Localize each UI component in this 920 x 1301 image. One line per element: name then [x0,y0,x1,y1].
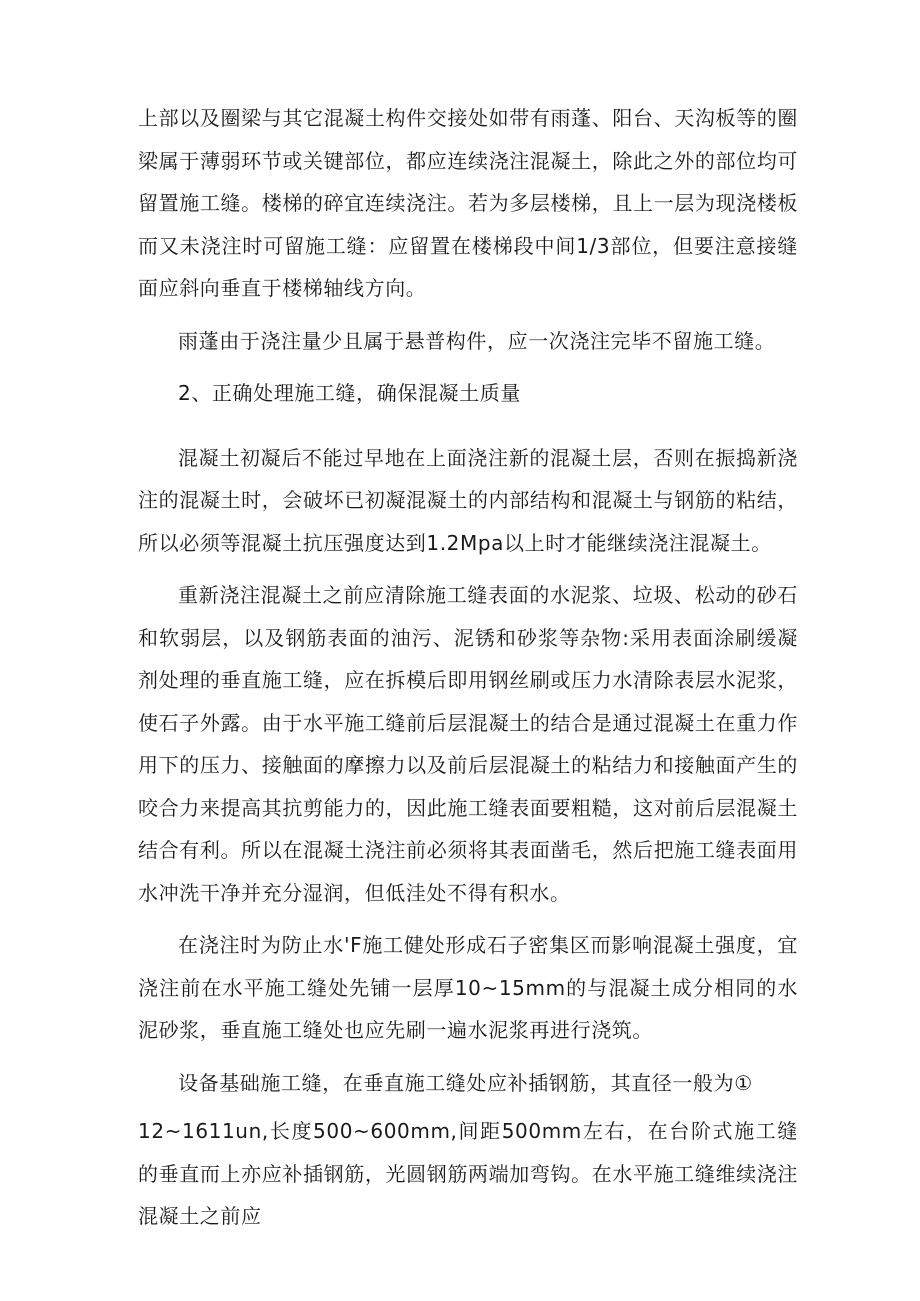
document-body [138,97,798,1238]
paragraph-4: 重新浇注混凝土之前应清除施工缝表面的水泥浆、垃圾、松动的砂石和软弱层，以及钢筋表面的油污、泥锈和砂浆等杂物:采用表面涂刷缓凝剂处理的垂直施工缝，应在拆模后即用钢丝刷或压力水清除表层水泥浆，使石子外露。由于水平施工缝前后层混凝土的结合是通过混凝土在重力作用下的压力、接触面的摩擦力以及前后层混凝土的粘结力和接触面产生的咬合力来提高其抗剪能力的，因此施工缝表面要粗糙，这对前后层混凝土结合有利。所以在混凝土浇注前必须将其表面凿毛，然后把施工缝表面用水冲洗干净并充分湿润，但低洼处不得有积水。 [138,583,798,905]
paragraph-2: 雨蓬由于浇注量少且属于悬普构件，应一次浇注完毕不留施工缝。 [178,328,776,353]
paragraph-3: 混凝土初凝后不能过早地在上面浇注新的混凝土层，否则在振捣新浇注的混凝土时，会破坏已初凝混凝土的内部结构和混凝土与钢筋的粘结，所以必须等混凝土抗压强度达到1.2Mpa以上时才能继续浇注混凝土。 [138,445,798,555]
paragraph-1: 上部以及圈梁与其它混凝土构件交接处如带有雨蓬、阳台、天沟板等的圈梁属于薄弱环节或关键部位，都应连续浇注混凝土，除此之外的部位均可留置施工缝。楼梯的碎宜连续浇注。若为多层楼梯，且上一层为现浇楼板而又未浇注时可留施工缝：应留置在楼梯段中间1/3部位，但要注意接缝面应斜向垂直于楼梯轴线方向。 [138,106,798,300]
paragraph-7: 12~1611un,长度500~600mm,间距500mm左右，在台阶式施工缝的垂直而上亦应补插钢筋，光圆钢筋两端加弯钩。在水平施工缝维续浇注混凝土之前应 [138,1119,798,1228]
section-heading: 2、正确处理施工缝，确保混凝土质量 [178,381,521,405]
paragraph-5: 在浇注时为防止水'F施工健处形成石子密集区而影响混凝土强度，宜浇注前在水平施工缝处先铺一层厚10~15mm的与混凝土成分相同的水泥砂浆，垂直施工缝处也应先刷一遍水泥浆再进行浇筑。 [138,933,798,1042]
paragraph-6: 设备基础施工缝，在垂直施工缝处应补插钢筋，其直径一般为① [178,1070,753,1095]
